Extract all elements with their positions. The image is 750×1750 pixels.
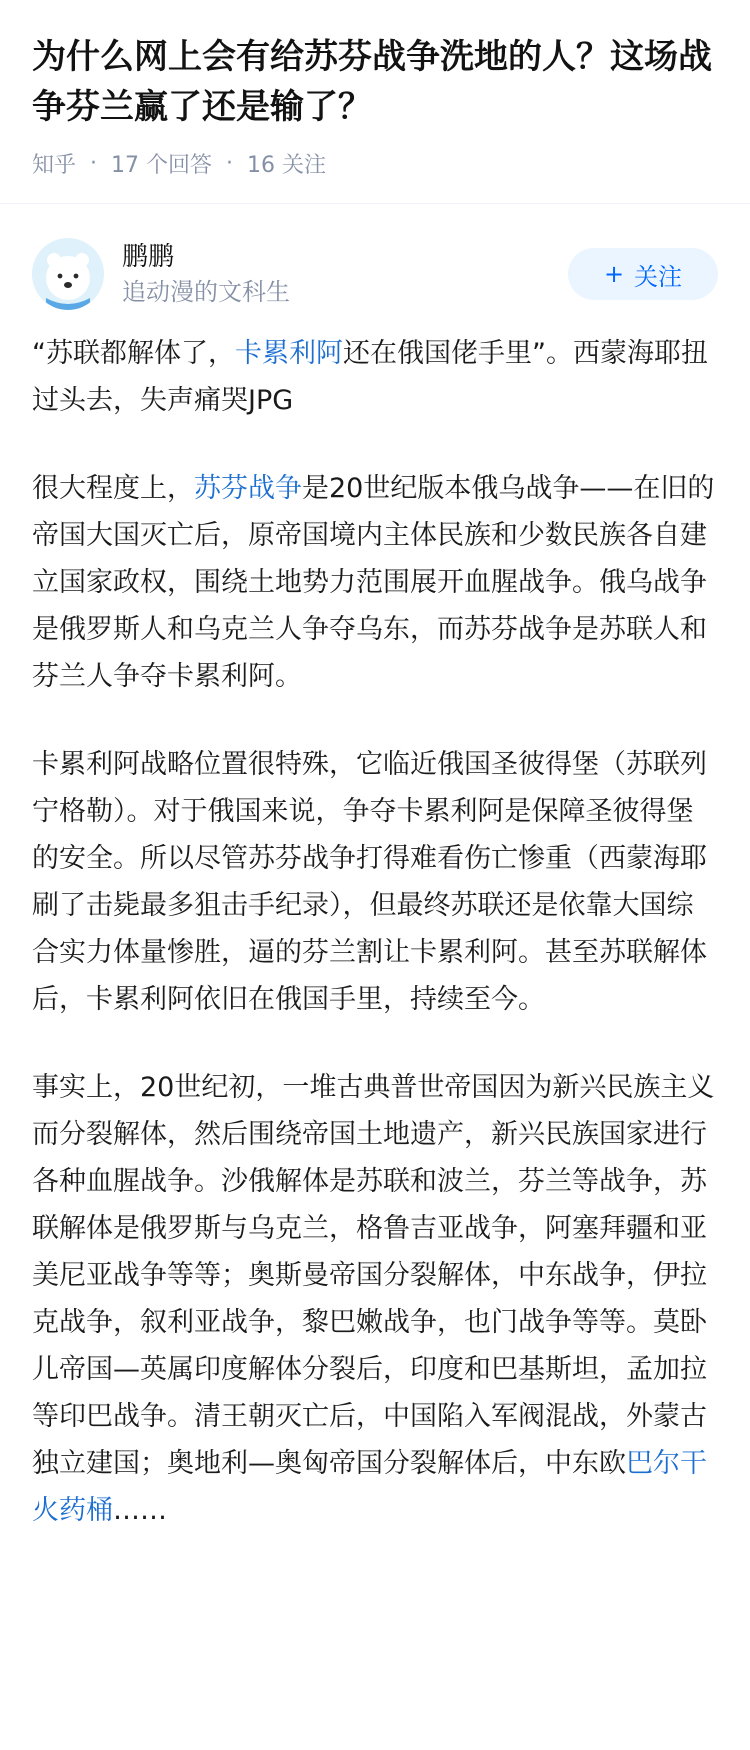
answer-paragraph: 卡累利阿战略位置很特殊，它临近俄国圣彼得堡（苏联列宁格勒）。对于俄国来说，争夺卡累利阿是保障圣彼得堡的安全。所以尽管苏芬战争打得难看伤亡惨重（西蒙海耶刷了击毙最多狙击手纪录），但最终苏联还是依靠大国综合实力体量惨胜，逼的芬兰割让卡累利阿。甚至苏联解体后，卡累利阿依旧在俄国手里，持续至今。 [32,749,707,1015]
author-bio: 追动漫的文科生 [122,278,290,306]
author-info [122,239,568,309]
link-balkan-powder-keg[interactable]: 巴尔干火药桶 [32,1448,707,1526]
answer-paragraph [32,465,718,700]
link-karelia[interactable]: 卡累利阿 [235,338,343,369]
meta-separator: · [226,151,234,176]
follow-label: 关注 [634,262,683,291]
paragraph-text: …… [113,1495,167,1526]
paragraph-text: 很大程度上， [32,473,194,504]
meta-separator: · [90,151,98,176]
question-meta [32,148,718,179]
content-fade-overlay [0,1630,750,1750]
author-name[interactable]: 鹏鹏 [122,242,175,272]
question-title[interactable]: 为什么网上会有给苏芬战争洗地的人？这场战争芬兰赢了还是输了？ [32,37,712,127]
follow-button[interactable] [568,248,718,300]
paragraph-text: 是20世纪版本俄乌战争——在旧的帝国大国灭亡后，原帝国境内主体民族和少数民族各自建立国家政权，围绕土地势力范围展开血腥战争。俄乌战争是俄罗斯人和乌克兰人争夺乌东，而苏芬战争是苏联人和芬兰人争夺卡累利阿。 [32,473,715,692]
source-label[interactable]: 知乎 [32,153,77,178]
plus-icon: + [603,260,625,288]
author-row [0,204,750,330]
follower-count: 16 关注 [247,153,327,178]
paragraph-text: 事实上，20世纪初，一堆古典普世帝国因为新兴民族主义而分裂解体，然后围绕帝国土地遗产，新兴民族国家进行各种血腥战争。沙俄解体是苏联和波兰，芬兰等战争，苏联解体是俄罗斯与乌克兰，格鲁吉亚战争，阿塞拜疆和亚美尼亚战争等等；奥斯曼帝国分裂解体，中东战争，伊拉克战争，叙利亚战争，黎巴嫩战争，也门战争等等。莫卧儿帝国—英属印度解体分裂后，印度和巴基斯坦，孟加拉等印巴战争。清王朝灭亡后，中国陷入军阀混战，外蒙古独立建国；奥地利—奥匈帝国分裂解体后，中东欧 [32,1072,715,1479]
answer-paragraph [32,330,718,424]
polar-bear-avatar-icon [32,238,104,310]
answer-count[interactable]: 17 个回答 [111,153,213,178]
answer-paragraph [32,1064,718,1534]
question-header [0,0,750,204]
answer-content [0,330,750,1534]
paragraph-text: 还在俄国佬手里”。西蒙海耶扭过头去，失声痛哭JPG [32,338,708,416]
avatar[interactable] [32,238,104,310]
link-soviet-finnish-war[interactable]: 苏芬战争 [194,473,302,504]
paragraph-text: “苏联都解体了， [32,338,235,369]
